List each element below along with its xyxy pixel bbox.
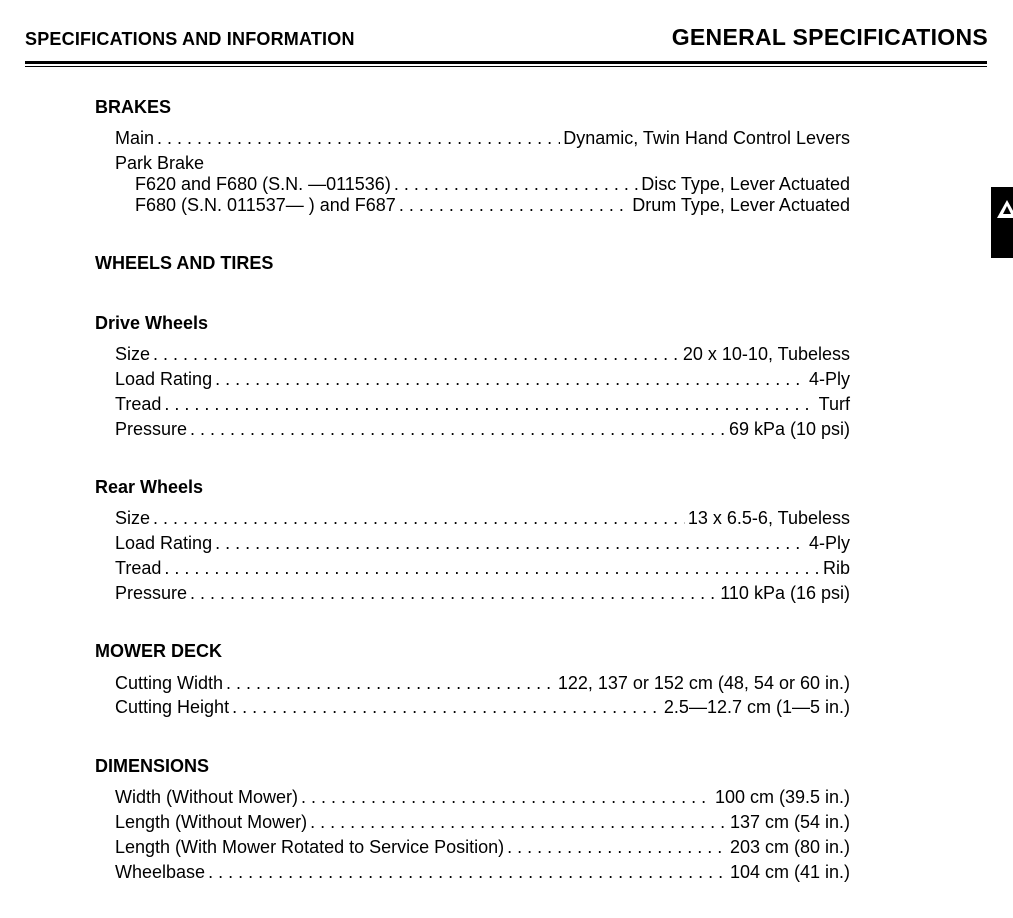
spec-label: Pressure [115, 419, 188, 439]
leader-dots [232, 696, 661, 718]
section-tab [991, 187, 1013, 258]
spec-label: Size [115, 508, 151, 528]
leader-dots [190, 418, 726, 440]
rear-wheels-heading: Rear Wheels [95, 477, 204, 497]
spec-row [115, 507, 850, 529]
spec-row [115, 532, 850, 554]
spec-value: 20 x 10-10, Tubeless [682, 344, 850, 364]
dimensions-heading: DIMENSIONS [95, 756, 210, 776]
spec-value: 100 cm (39.5 in.) [714, 787, 850, 807]
spec-row [115, 811, 850, 833]
spec-label: Size [115, 344, 151, 364]
spec-label: Cutting Width [115, 673, 224, 693]
brakes-heading: BRAKES [95, 97, 172, 117]
spec-label: Length (Without Mower) [115, 812, 308, 832]
spec-row [115, 393, 850, 415]
spec-value: 110 kPa (16 psi) [720, 583, 850, 603]
spec-value: Dynamic, Twin Hand Control Levers [563, 128, 850, 148]
spec-row-main-brake [115, 127, 850, 149]
park-brake-label: Park Brake [115, 153, 205, 173]
leader-dots [208, 861, 727, 883]
page-title: GENERAL SPECIFICATIONS [671, 24, 988, 50]
leader-dots [164, 393, 815, 415]
spec-row-park-brake-b [135, 194, 850, 216]
header-rule-thick [25, 61, 987, 64]
mower-deck-heading: MOWER DECK [95, 641, 222, 661]
spec-label: Main [115, 128, 155, 148]
spec-value: 203 cm (80 in.) [729, 837, 850, 857]
spec-label: F680 (S.N. 011537— ) and F687 [135, 195, 396, 215]
wheels-tires-heading: WHEELS AND TIRES [95, 253, 274, 273]
leader-dots [157, 127, 560, 149]
leader-dots [153, 507, 685, 529]
spec-row [115, 582, 850, 604]
spec-label: Pressure [115, 583, 188, 603]
section-header-title: SPECIFICATIONS AND INFORMATION [25, 29, 355, 49]
spec-label: Wheelbase [115, 862, 206, 882]
leader-dots [301, 786, 712, 808]
leader-dots [507, 836, 727, 858]
leader-dots [153, 343, 680, 365]
spec-row [115, 836, 850, 858]
leader-dots [226, 672, 555, 694]
leader-dots [310, 811, 727, 833]
spec-label: Length (With Mower Rotated to Service Position) [115, 837, 505, 857]
spec-label: Tread [115, 558, 162, 578]
spec-value: Disc Type, Lever Actuated [641, 174, 850, 194]
spec-value: 2.5—12.7 cm (1—5 in.) [663, 697, 850, 717]
spec-label: Tread [115, 394, 162, 414]
spec-label: Load Rating [115, 533, 213, 553]
spec-value: 122, 137 or 152 cm (48, 54 or 60 in.) [557, 673, 850, 693]
spec-value: Drum Type, Lever Actuated [632, 195, 850, 215]
spec-value: 69 kPa (10 psi) [728, 419, 850, 439]
spec-row [115, 672, 850, 694]
spec-row [115, 368, 850, 390]
spec-row-park-brake-a [135, 173, 850, 195]
leader-dots [215, 532, 806, 554]
spec-value: Turf [818, 394, 850, 414]
leader-dots [190, 582, 717, 604]
leader-dots [215, 368, 806, 390]
spec-value: 137 cm (54 in.) [729, 812, 850, 832]
drive-wheels-heading: Drive Wheels [95, 313, 209, 333]
spec-value: 4-Ply [808, 369, 850, 389]
spec-value: 4-Ply [808, 533, 850, 553]
leader-dots [164, 557, 820, 579]
spec-value: Rib [822, 558, 850, 578]
spec-row [115, 557, 850, 579]
spec-row [115, 418, 850, 440]
spec-label: F620 and F680 (S.N. —011536) [135, 174, 391, 194]
spec-value: 13 x 6.5-6, Tubeless [687, 508, 850, 528]
leader-dots [394, 173, 638, 195]
spec-row [115, 861, 850, 883]
spec-label: Load Rating [115, 369, 213, 389]
spec-row [115, 696, 850, 718]
spec-value: 104 cm (41 in.) [729, 862, 850, 882]
spec-row [115, 343, 850, 365]
header-rule-thin [25, 66, 987, 67]
spec-row [115, 786, 850, 808]
warning-triangle-icon [997, 200, 1013, 218]
spec-label: Width (Without Mower) [115, 787, 299, 807]
leader-dots [399, 194, 629, 216]
spec-label: Cutting Height [115, 697, 230, 717]
